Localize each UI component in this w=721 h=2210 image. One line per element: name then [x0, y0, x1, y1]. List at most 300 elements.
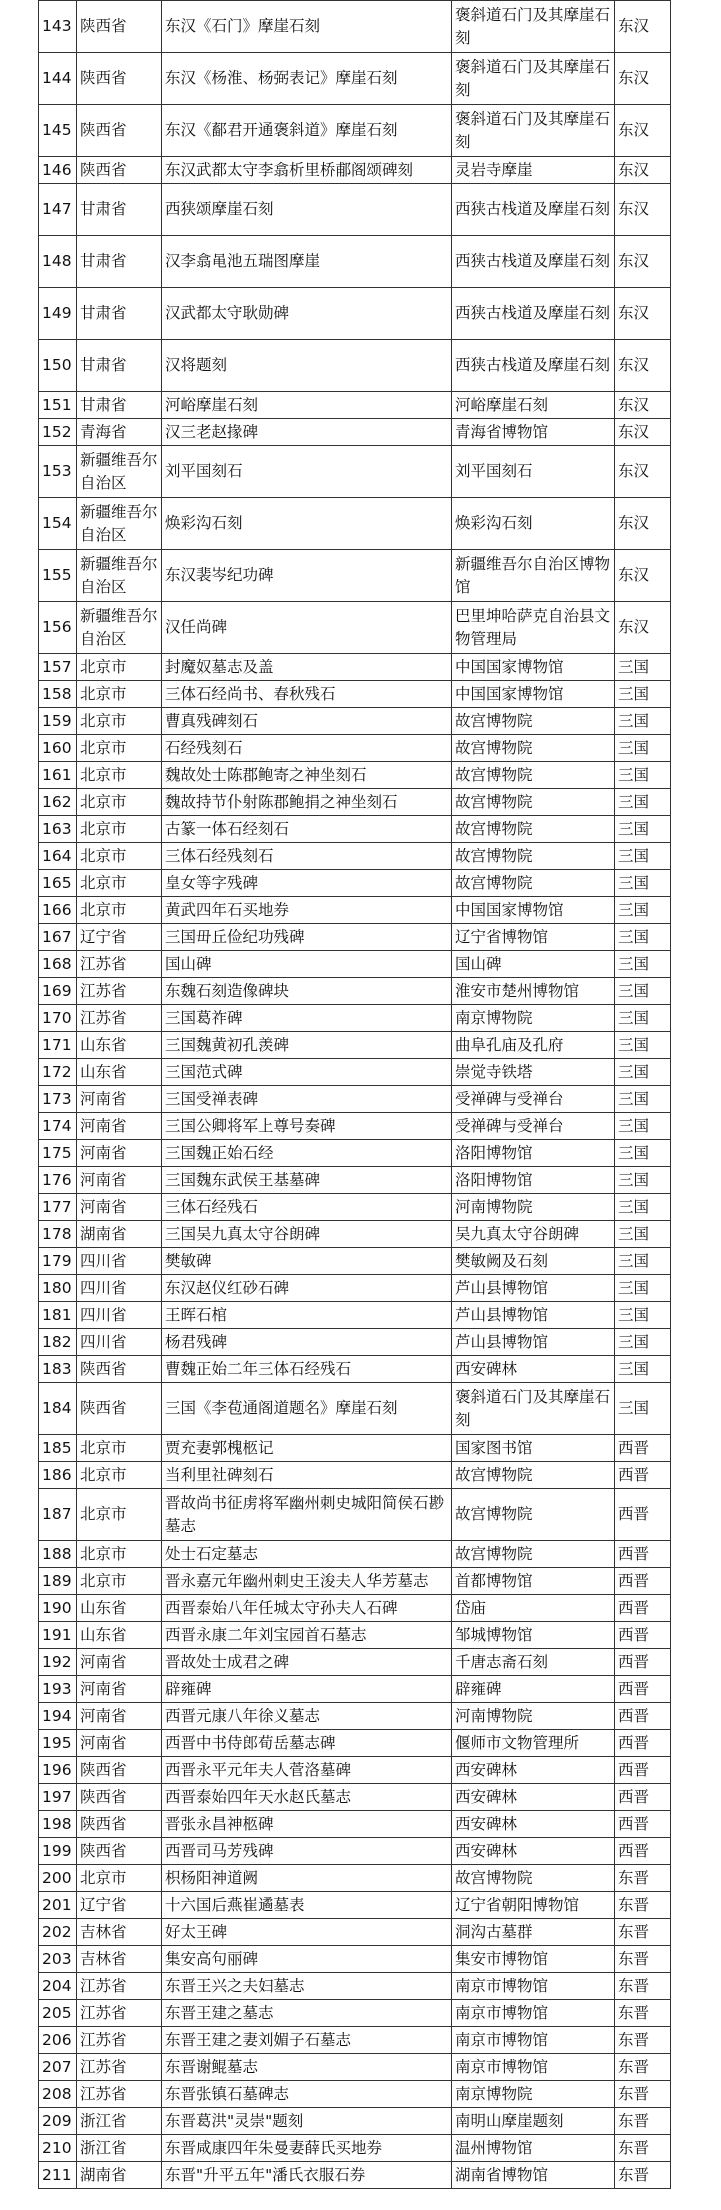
era-cell: 三国: [615, 1059, 671, 1086]
era-cell: 西晋: [615, 1838, 671, 1865]
table-row: [39, 1275, 671, 1302]
province-cell: 北京市: [77, 789, 162, 816]
row-number-cell: 161: [39, 762, 77, 789]
era-cell: 三国: [615, 1032, 671, 1059]
province-cell: 辽宁省: [77, 1892, 162, 1919]
artifact-name-cell: 东汉裴岑纪功碑: [162, 550, 452, 602]
province-cell: 河南省: [77, 1703, 162, 1730]
row-number-cell: 181: [39, 1302, 77, 1329]
row-number-cell: 208: [39, 2081, 77, 2108]
location-cell: 辽宁省朝阳博物馆: [452, 1892, 615, 1919]
artifact-name-cell: 处士石定墓志: [162, 1541, 452, 1568]
location-cell: 首都博物馆: [452, 1568, 615, 1595]
artifact-name-cell: 西狭颂摩崖石刻: [162, 184, 452, 236]
table-row: [39, 1059, 671, 1086]
artifact-name-cell: 三体石经残石: [162, 1194, 452, 1221]
row-number-cell: 211: [39, 2162, 77, 2189]
row-number-cell: 147: [39, 184, 77, 236]
province-cell: 北京市: [77, 681, 162, 708]
table-row: [39, 1730, 671, 1757]
artifact-name-cell: 当利里社碑刻石: [162, 1462, 452, 1489]
province-cell: 北京市: [77, 1541, 162, 1568]
location-cell: 西狭古栈道及摩崖石刻: [452, 184, 615, 236]
table-row: [39, 681, 671, 708]
row-number-cell: 150: [39, 340, 77, 392]
location-cell: 西狭古栈道及摩崖石刻: [452, 288, 615, 340]
location-cell: 西安碑林: [452, 1784, 615, 1811]
era-cell: 东汉: [615, 105, 671, 157]
location-cell: 辟雍碑: [452, 1676, 615, 1703]
province-cell: 湖南省: [77, 1221, 162, 1248]
location-cell: 西安碑林: [452, 1811, 615, 1838]
province-cell: 河南省: [77, 1676, 162, 1703]
location-cell: 故宫博物院: [452, 870, 615, 897]
era-cell: 东晋: [615, 2162, 671, 2189]
artifact-name-cell: 东晋王建之墓志: [162, 2000, 452, 2027]
table-row: [39, 924, 671, 951]
table-row: [39, 2162, 671, 2189]
table-row: [39, 1541, 671, 1568]
location-cell: 西狭古栈道及摩崖石刻: [452, 340, 615, 392]
row-number-cell: 177: [39, 1194, 77, 1221]
table-row: [39, 53, 671, 105]
location-cell: 南明山摩崖题刻: [452, 2108, 615, 2135]
location-cell: 河峪摩崖石刻: [452, 392, 615, 419]
era-cell: 三国: [615, 1167, 671, 1194]
province-cell: 湖南省: [77, 2162, 162, 2189]
era-cell: 三国: [615, 897, 671, 924]
province-cell: 新疆维吾尔自治区: [77, 602, 162, 654]
artifact-name-cell: 封魔奴墓志及盖: [162, 654, 452, 681]
era-cell: 东汉: [615, 602, 671, 654]
artifact-name-cell: 西晋永康二年刘宝园首石墓志: [162, 1622, 452, 1649]
location-cell: 西狭古栈道及摩崖石刻: [452, 236, 615, 288]
era-cell: 东汉: [615, 340, 671, 392]
table-row: [39, 392, 671, 419]
row-number-cell: 166: [39, 897, 77, 924]
table-row: [39, 1649, 671, 1676]
province-cell: 河南省: [77, 1140, 162, 1167]
location-cell: 国山碑: [452, 951, 615, 978]
era-cell: 东汉: [615, 446, 671, 498]
table-row: [39, 708, 671, 735]
province-cell: 甘肃省: [77, 236, 162, 288]
province-cell: 陕西省: [77, 1757, 162, 1784]
artifact-name-cell: 汉李翕黾池五瑞图摩崖: [162, 236, 452, 288]
location-cell: 淮安市楚州博物馆: [452, 978, 615, 1005]
artifact-name-cell: 三国葛祚碑: [162, 1005, 452, 1032]
era-cell: 西晋: [615, 1811, 671, 1838]
location-cell: 曲阜孔庙及孔府: [452, 1032, 615, 1059]
location-cell: 故宫博物院: [452, 816, 615, 843]
province-cell: 江苏省: [77, 2054, 162, 2081]
artifact-name-cell: 三国魏东武侯王基墓碑: [162, 1167, 452, 1194]
province-cell: 河南省: [77, 1086, 162, 1113]
artifact-name-cell: 魏故持节仆射陈郡鲍捐之神坐刻石: [162, 789, 452, 816]
row-number-cell: 185: [39, 1435, 77, 1462]
artifact-name-cell: 刘平国刻石: [162, 446, 452, 498]
row-number-cell: 144: [39, 53, 77, 105]
row-number-cell: 153: [39, 446, 77, 498]
artifact-name-cell: 三国范式碑: [162, 1059, 452, 1086]
row-number-cell: 158: [39, 681, 77, 708]
row-number-cell: 205: [39, 2000, 77, 2027]
era-cell: 三国: [615, 1005, 671, 1032]
location-cell: 南京博物院: [452, 1005, 615, 1032]
row-number-cell: 180: [39, 1275, 77, 1302]
row-number-cell: 159: [39, 708, 77, 735]
row-number-cell: 178: [39, 1221, 77, 1248]
era-cell: 三国: [615, 951, 671, 978]
province-cell: 江苏省: [77, 978, 162, 1005]
province-cell: 四川省: [77, 1275, 162, 1302]
row-number-cell: 183: [39, 1356, 77, 1383]
artifact-name-cell: 东晋王建之妻刘媚子石墓志: [162, 2027, 452, 2054]
artifact-name-cell: 晋故尚书征虏将军幽州刺史城阳简侯石尠墓志: [162, 1489, 452, 1541]
province-cell: 陕西省: [77, 157, 162, 184]
artifact-name-cell: 古篆一体石经刻石: [162, 816, 452, 843]
era-cell: 三国: [615, 1329, 671, 1356]
artifact-name-cell: 三国《李苞通阁道题名》摩崖石刻: [162, 1383, 452, 1435]
row-number-cell: 171: [39, 1032, 77, 1059]
location-cell: 南京市博物馆: [452, 1973, 615, 2000]
location-cell: 南京市博物馆: [452, 2027, 615, 2054]
table-row: [39, 1838, 671, 1865]
row-number-cell: 194: [39, 1703, 77, 1730]
era-cell: 西晋: [615, 1730, 671, 1757]
province-cell: 吉林省: [77, 1946, 162, 1973]
province-cell: 北京市: [77, 735, 162, 762]
row-number-cell: 168: [39, 951, 77, 978]
artifact-name-cell: 西晋永平元年夫人菅洛墓碑: [162, 1757, 452, 1784]
location-cell: 故宫博物院: [452, 1541, 615, 1568]
location-cell: 辽宁省博物馆: [452, 924, 615, 951]
artifact-name-cell: 王晖石棺: [162, 1302, 452, 1329]
location-cell: 洛阳博物馆: [452, 1140, 615, 1167]
row-number-cell: 209: [39, 2108, 77, 2135]
table-row: [39, 897, 671, 924]
location-cell: 西安碑林: [452, 1757, 615, 1784]
row-number-cell: 169: [39, 978, 77, 1005]
era-cell: 东汉: [615, 157, 671, 184]
table-row: [39, 550, 671, 602]
artifact-name-cell: 枳杨阳神道阙: [162, 1865, 452, 1892]
row-number-cell: 146: [39, 157, 77, 184]
location-cell: 故宫博物院: [452, 708, 615, 735]
table-row: [39, 843, 671, 870]
era-cell: 东汉: [615, 236, 671, 288]
row-number-cell: 148: [39, 236, 77, 288]
artifact-name-cell: 贾充妻郭槐柩记: [162, 1435, 452, 1462]
row-number-cell: 206: [39, 2027, 77, 2054]
province-cell: 北京市: [77, 897, 162, 924]
row-number-cell: 197: [39, 1784, 77, 1811]
province-cell: 北京市: [77, 1462, 162, 1489]
table-row: [39, 157, 671, 184]
location-cell: 邹城博物馆: [452, 1622, 615, 1649]
artifact-name-cell: 西晋中书侍郎荀岳墓志碑: [162, 1730, 452, 1757]
province-cell: 甘肃省: [77, 184, 162, 236]
province-cell: 北京市: [77, 1568, 162, 1595]
table-row: [39, 340, 671, 392]
table-row: [39, 1919, 671, 1946]
table-row: [39, 1248, 671, 1275]
row-number-cell: 182: [39, 1329, 77, 1356]
row-number-cell: 174: [39, 1113, 77, 1140]
table-row: [39, 1086, 671, 1113]
table-row: [39, 1329, 671, 1356]
location-cell: 岱庙: [452, 1595, 615, 1622]
era-cell: 东汉: [615, 288, 671, 340]
province-cell: 四川省: [77, 1329, 162, 1356]
artifact-name-cell: 东晋王兴之夫妇墓志: [162, 1973, 452, 2000]
province-cell: 河南省: [77, 1194, 162, 1221]
table-row: [39, 816, 671, 843]
row-number-cell: 200: [39, 1865, 77, 1892]
table-row: [39, 1595, 671, 1622]
artifact-name-cell: 辟雍碑: [162, 1676, 452, 1703]
location-cell: 中国国家博物馆: [452, 681, 615, 708]
province-cell: 甘肃省: [77, 288, 162, 340]
location-cell: 褒斜道石门及其摩崖石刻: [452, 1383, 615, 1435]
table-row: [39, 2000, 671, 2027]
era-cell: 西晋: [615, 1435, 671, 1462]
era-cell: 三国: [615, 1275, 671, 1302]
province-cell: 江苏省: [77, 2027, 162, 2054]
era-cell: 西晋: [615, 1595, 671, 1622]
era-cell: 三国: [615, 1383, 671, 1435]
location-cell: 焕彩沟石刻: [452, 498, 615, 550]
table-row: [39, 2108, 671, 2135]
artifact-name-cell: 西晋泰始四年天水赵氏墓志: [162, 1784, 452, 1811]
era-cell: 西晋: [615, 1489, 671, 1541]
table-row: [39, 1973, 671, 2000]
row-number-cell: 207: [39, 2054, 77, 2081]
artifact-name-cell: 东汉《石门》摩崖石刻: [162, 1, 452, 53]
artifact-name-cell: 黄武四年石买地券: [162, 897, 452, 924]
location-cell: 南京市博物馆: [452, 2054, 615, 2081]
province-cell: 北京市: [77, 1435, 162, 1462]
row-number-cell: 179: [39, 1248, 77, 1275]
province-cell: 甘肃省: [77, 392, 162, 419]
artifact-name-cell: 三国魏正始石经: [162, 1140, 452, 1167]
table-row: [39, 1462, 671, 1489]
location-cell: 千唐志斋石刻: [452, 1649, 615, 1676]
province-cell: 北京市: [77, 1865, 162, 1892]
table-row: [39, 419, 671, 446]
era-cell: 东晋: [615, 1973, 671, 2000]
artifact-name-cell: 国山碑: [162, 951, 452, 978]
era-cell: 东晋: [615, 2081, 671, 2108]
location-cell: 故宫博物院: [452, 789, 615, 816]
table-row: [39, 2027, 671, 2054]
table-row: [39, 1946, 671, 1973]
artifact-name-cell: 东晋葛洪"灵崇"题刻: [162, 2108, 452, 2135]
era-cell: 东汉: [615, 53, 671, 105]
era-cell: 三国: [615, 870, 671, 897]
era-cell: 三国: [615, 1221, 671, 1248]
province-cell: 江苏省: [77, 1005, 162, 1032]
table-row: [39, 105, 671, 157]
location-cell: 芦山县博物馆: [452, 1275, 615, 1302]
row-number-cell: 192: [39, 1649, 77, 1676]
artifact-name-cell: 三国吴九真太守谷朗碑: [162, 1221, 452, 1248]
artifact-name-cell: 东汉武都太守李翕析里桥郙阁颂碑刻: [162, 157, 452, 184]
table-row: [39, 1005, 671, 1032]
location-cell: 温州博物馆: [452, 2135, 615, 2162]
province-cell: 陕西省: [77, 1838, 162, 1865]
row-number-cell: 152: [39, 419, 77, 446]
artifact-name-cell: 东汉赵仪红砂石碑: [162, 1275, 452, 1302]
province-cell: 浙江省: [77, 2108, 162, 2135]
row-number-cell: 149: [39, 288, 77, 340]
artifact-name-cell: 杨君残碑: [162, 1329, 452, 1356]
table-row: [39, 184, 671, 236]
row-number-cell: 202: [39, 1919, 77, 1946]
table-row: [39, 1435, 671, 1462]
era-cell: 东汉: [615, 392, 671, 419]
province-cell: 江苏省: [77, 1973, 162, 2000]
era-cell: 三国: [615, 924, 671, 951]
location-cell: 洞沟古墓群: [452, 1919, 615, 1946]
row-number-cell: 145: [39, 105, 77, 157]
table-row: [39, 951, 671, 978]
era-cell: 西晋: [615, 1568, 671, 1595]
row-number-cell: 156: [39, 602, 77, 654]
location-cell: 集安市博物馆: [452, 1946, 615, 1973]
location-cell: 青海省博物馆: [452, 419, 615, 446]
province-cell: 山东省: [77, 1595, 162, 1622]
artifact-name-cell: 三国毌丘俭纪功残碑: [162, 924, 452, 951]
province-cell: 北京市: [77, 762, 162, 789]
province-cell: 浙江省: [77, 2135, 162, 2162]
era-cell: 三国: [615, 1140, 671, 1167]
artifact-name-cell: 十六国后燕崔遹墓表: [162, 1892, 452, 1919]
era-cell: 西晋: [615, 1649, 671, 1676]
era-cell: 三国: [615, 843, 671, 870]
location-cell: 巴里坤哈萨克自治县文物管理局: [452, 602, 615, 654]
artifact-name-cell: 东晋咸康四年朱曼妻薛氏买地券: [162, 2135, 452, 2162]
province-cell: 四川省: [77, 1302, 162, 1329]
table-body: [39, 1, 671, 2189]
row-number-cell: 151: [39, 392, 77, 419]
row-number-cell: 176: [39, 1167, 77, 1194]
province-cell: 新疆维吾尔自治区: [77, 498, 162, 550]
era-cell: 三国: [615, 978, 671, 1005]
province-cell: 北京市: [77, 870, 162, 897]
table-row: [39, 2054, 671, 2081]
province-cell: 河南省: [77, 1167, 162, 1194]
location-cell: 故宫博物院: [452, 1462, 615, 1489]
province-cell: 新疆维吾尔自治区: [77, 550, 162, 602]
table-row: [39, 1194, 671, 1221]
era-cell: 三国: [615, 708, 671, 735]
table-row: [39, 1140, 671, 1167]
era-cell: 三国: [615, 1356, 671, 1383]
location-cell: 芦山县博物馆: [452, 1302, 615, 1329]
location-cell: 故宫博物院: [452, 762, 615, 789]
table-row: [39, 1568, 671, 1595]
province-cell: 陕西省: [77, 1356, 162, 1383]
era-cell: 东汉: [615, 550, 671, 602]
era-cell: 三国: [615, 1194, 671, 1221]
era-cell: 三国: [615, 1302, 671, 1329]
artifact-name-cell: 晋永嘉元年幽州刺史王浚夫人华芳墓志: [162, 1568, 452, 1595]
era-cell: 三国: [615, 789, 671, 816]
era-cell: 东晋: [615, 1892, 671, 1919]
province-cell: 吉林省: [77, 1919, 162, 1946]
table-row: [39, 1383, 671, 1435]
table-row: [39, 1784, 671, 1811]
row-number-cell: 184: [39, 1383, 77, 1435]
era-cell: 东汉: [615, 184, 671, 236]
artifact-name-cell: 晋张永昌神柩碑: [162, 1811, 452, 1838]
location-cell: 褒斜道石门及其摩崖石刻: [452, 1, 615, 53]
row-number-cell: 210: [39, 2135, 77, 2162]
row-number-cell: 189: [39, 1568, 77, 1595]
era-cell: 东晋: [615, 1865, 671, 1892]
province-cell: 陕西省: [77, 1, 162, 53]
row-number-cell: 196: [39, 1757, 77, 1784]
table-row: [39, 978, 671, 1005]
row-number-cell: 203: [39, 1946, 77, 1973]
era-cell: 三国: [615, 1086, 671, 1113]
era-cell: 三国: [615, 735, 671, 762]
row-number-cell: 188: [39, 1541, 77, 1568]
province-cell: 山东省: [77, 1622, 162, 1649]
table-row: [39, 446, 671, 498]
table-row: [39, 1676, 671, 1703]
era-cell: 东汉: [615, 498, 671, 550]
era-cell: 西晋: [615, 1462, 671, 1489]
location-cell: 灵岩寺摩崖: [452, 157, 615, 184]
row-number-cell: 164: [39, 843, 77, 870]
table-row: [39, 762, 671, 789]
artifact-name-cell: 东汉《杨淮、杨弼表记》摩崖石刻: [162, 53, 452, 105]
province-cell: 北京市: [77, 708, 162, 735]
province-cell: 北京市: [77, 843, 162, 870]
province-cell: 江苏省: [77, 2000, 162, 2027]
location-cell: 河南博物院: [452, 1194, 615, 1221]
era-cell: 东汉: [615, 1, 671, 53]
row-number-cell: 175: [39, 1140, 77, 1167]
row-number-cell: 198: [39, 1811, 77, 1838]
table-row: [39, 654, 671, 681]
table-row: [39, 1757, 671, 1784]
row-number-cell: 190: [39, 1595, 77, 1622]
province-cell: 河南省: [77, 1730, 162, 1757]
location-cell: 刘平国刻石: [452, 446, 615, 498]
location-cell: 湖南省博物馆: [452, 2162, 615, 2189]
era-cell: 东晋: [615, 1946, 671, 1973]
era-cell: 三国: [615, 681, 671, 708]
artifact-name-cell: 西晋司马芳残碑: [162, 1838, 452, 1865]
location-cell: 偃师市文物管理所: [452, 1730, 615, 1757]
table-row: [39, 1489, 671, 1541]
row-number-cell: 187: [39, 1489, 77, 1541]
era-cell: 东晋: [615, 2000, 671, 2027]
location-cell: 故宫博物院: [452, 843, 615, 870]
table-row: [39, 1167, 671, 1194]
era-cell: 西晋: [615, 1676, 671, 1703]
era-cell: 东晋: [615, 2108, 671, 2135]
era-cell: 西晋: [615, 1622, 671, 1649]
artifact-name-cell: 西晋泰始八年任城太守孙夫人石碑: [162, 1595, 452, 1622]
province-cell: 北京市: [77, 654, 162, 681]
era-cell: 西晋: [615, 1784, 671, 1811]
province-cell: 青海省: [77, 419, 162, 446]
row-number-cell: 143: [39, 1, 77, 53]
